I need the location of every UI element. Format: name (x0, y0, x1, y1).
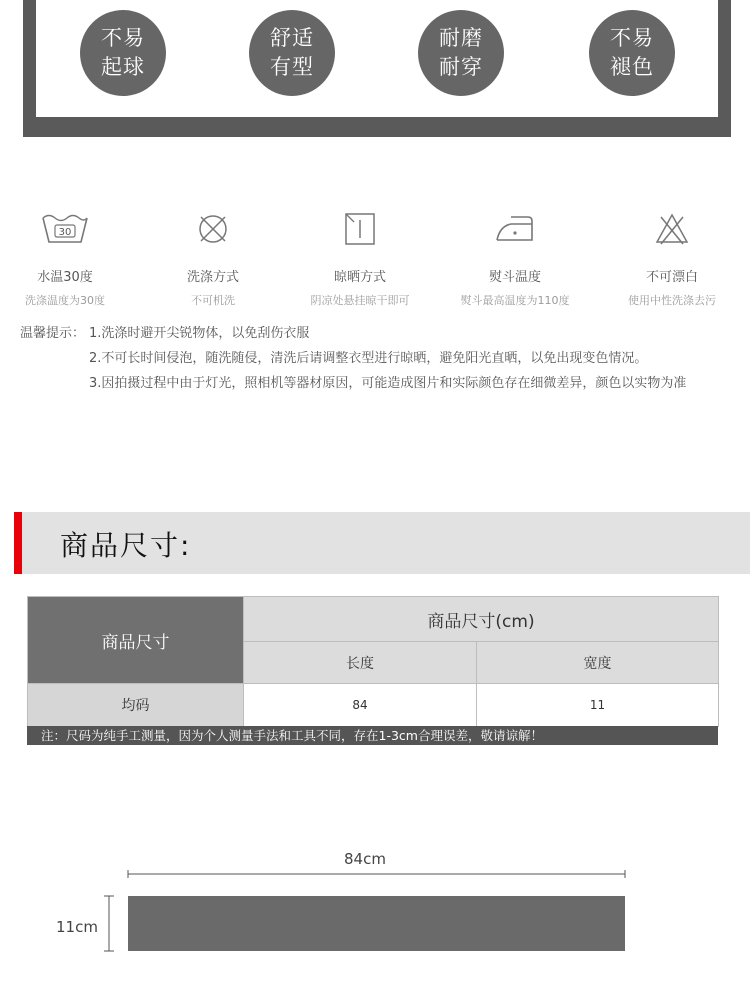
table-row-label: 均码 (28, 684, 244, 727)
care-title: 熨斗温度 (488, 270, 541, 285)
feature-badge-line: 耐穿 (439, 55, 483, 79)
care-title: 洗涤方式 (186, 270, 239, 285)
care-title: 水温30度 (37, 270, 93, 285)
feature-badge-line: 起球 (101, 55, 145, 79)
care-title: 晾晒方式 (333, 270, 386, 285)
table-corner-header: 商品尺寸 (28, 597, 244, 684)
care-subtitle: 不可机洗 (191, 294, 235, 307)
care-subtitle: 阴凉处悬挂晾干即可 (310, 294, 410, 307)
feature-badge-line: 不易 (101, 26, 145, 50)
feature-badge-line: 耐磨 (439, 26, 483, 50)
care-title: 不可漂白 (645, 270, 698, 285)
table-column-header: 宽度 (477, 642, 719, 684)
care-subtitle: 洗涤温度为30度 (25, 294, 105, 307)
section-title: 商品尺寸: (60, 529, 192, 562)
feature-badge-line: 舒适 (270, 26, 314, 50)
tip-line: 1.洗涤时避开尖锐物体，以免刮伤衣服 (89, 326, 310, 341)
care-subtitle: 使用中性洗涤去污 (628, 294, 716, 307)
table-cell: 84 (244, 684, 477, 727)
care-subtitle: 熨斗最高温度为110度 (460, 294, 570, 307)
tip-line: 2.不可长时间侵泡，随洗随侵，清洗后请调整衣型进行晾晒，避免阳光直晒，以免出现变色情况。 (89, 351, 648, 366)
feature-badge-line: 有型 (270, 55, 314, 79)
table-cell: 11 (477, 684, 719, 727)
product-shape (128, 896, 625, 951)
width-label: 11cm (56, 918, 98, 936)
measurement-note: 注：尺码为纯手工测量，因为个人测量手法和工具不同，存在1-3cm合理误差，敬请谅解！ (27, 726, 718, 745)
tip-line: 3.因拍摄过程中由于灯光，照相机等器材原因，可能造成图片和实际颜色存在细微差异，颜色以实物为准 (89, 376, 687, 391)
wash-temp-text: 30 (58, 227, 72, 238)
table-group-header: 商品尺寸(cm) (244, 597, 719, 642)
feature-badge-line: 不易 (610, 26, 654, 50)
length-label: 84cm (344, 850, 386, 868)
feature-badge-line: 褪色 (610, 55, 654, 79)
table-column-header: 长度 (244, 642, 477, 684)
tips-label: 温馨提示： (20, 326, 86, 341)
